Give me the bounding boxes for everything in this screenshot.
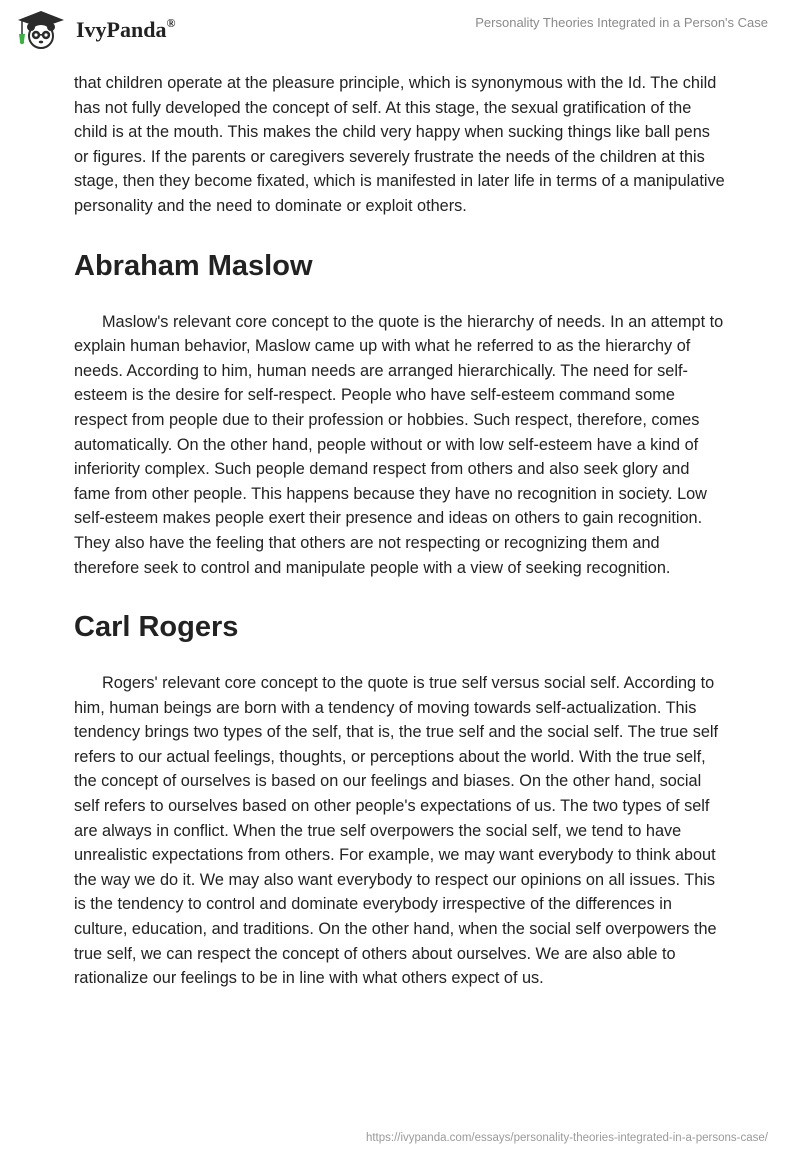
panda-graduate-icon bbox=[14, 8, 72, 50]
source-url[interactable]: https://ivypanda.com/essays/personality-theories-integrated-in-a-persons-case/ bbox=[365, 1132, 768, 1144]
paragraph-rogers: Rogers' relevant core concept to the quote is true self versus social self. According to him, human beings are born with a tendency of moving towards self-actualization. This tendency brings two types of the self, that is, the true self and the social self. The true self refers to our actual feelings, thoughts, or perceptions about the world. With the true self, the concept of ourselves is based on our feelings and biases. On the other hand, social self refers to ourselves based on other people's expectations of us. The two types of self are always in conflict. When the true self overpowers the social self, we tend to have unrealistic expectations from others. For example, we may want everybody to think about the way we do it. We may also want everybody to respect our opinions on all issues. This is the tendency to control and dominate everybody irrespective of the differences in culture, education, and traditions. On the other hand, when the social self overpowers the true self, we can respect the concept of others about ourselves. We are also able to rationalize our feelings to be in line with what others expect of us. bbox=[74, 674, 719, 988]
heading-carl-rogers: Carl Rogers bbox=[74, 611, 239, 644]
paragraph-maslow: Maslow's relevant core concept to the quote is the hierarchy of needs. In an attempt to explain human behavior, Maslow came up with what he referred to as the hierarchy of needs. According to him, human needs are arranged hierarchically. The need for self-esteem is the desire for self-respect. People who have self-esteem command some respect from people due to their profession or hobbies. Such respect, therefore, comes automatically. On the other hand, people without or with low self-esteem have a kind of inferiority complex. Such people demand respect from others and also seek glory and fame from other people. This happens because they have no recognition in society. Low self-esteem makes people exert their presence and ideas on others to gain recognition. They also have the feeling that others are not respecting or recognizing them and therefore seek to control and manipulate people with a view of seeking recognition. bbox=[74, 312, 724, 577]
document-title: Personality Theories Integrated in a Person's Case bbox=[475, 15, 768, 30]
ivypanda-logo[interactable] bbox=[14, 8, 175, 50]
intro-paragraph: that children operate at the pleasure principle, which is synonymous with the Id. The child has not fully developed the concept of self. At this stage, the sexual gratification of the child is at the mouth. This makes the child very happy when sucking things like ball pens or figures. If the parents or caregivers severely frustrate the needs of the children at this stage, then they become fixated, which is manifested in later life in terms of a manipulative personality and the need to dominate or exploit others. bbox=[74, 74, 725, 215]
essay-body bbox=[74, 71, 726, 991]
brand-name: IvyPanda® bbox=[76, 15, 176, 42]
page-header bbox=[0, 0, 800, 70]
heading-abraham-maslow: Abraham Maslow bbox=[74, 249, 313, 282]
